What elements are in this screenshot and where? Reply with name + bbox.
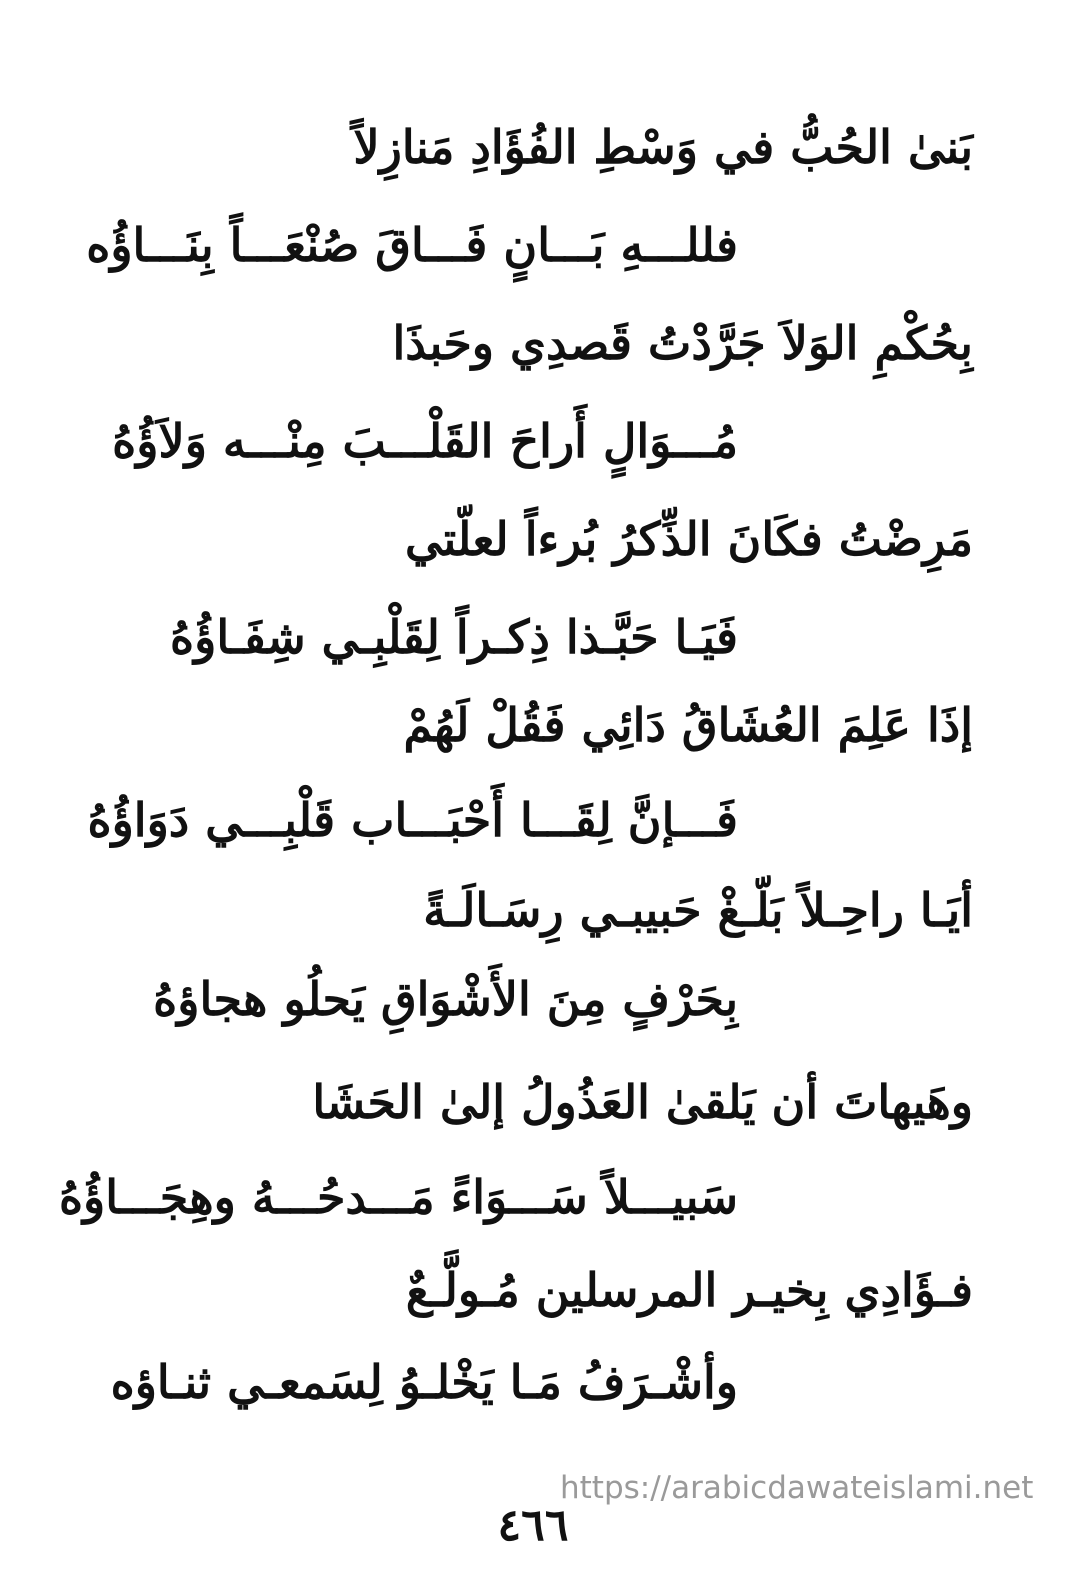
poem-line-1: بَنىٰ الحُبُّ في وَسْطِ الفُؤَادِ مَنازِلاً — [353, 120, 973, 174]
poem-line-5: مَرِضْتُ فكَانَ الذِّكرُ بُرءاً لعلّتي — [405, 512, 973, 566]
poem-line-7: إذَا عَلِمَ العُشَاقُ دَائِي فَقُلْ لَهُمْ — [403, 698, 973, 752]
poem-line-4: مُـــوَالٍ أَراحَ القَلْـــبَ مِنْـــه وَلاَؤُهُ — [112, 414, 738, 468]
page-number: ٤٦٦ — [497, 1500, 569, 1551]
poem-line-10: بِحَرْفٍ مِنَ الأَشْوَاقِ يَحلُو هجاؤهُ — [153, 972, 738, 1026]
poem-line-8: فَـــإنَّ لِقَـــا أَحْبَـــاب قَلْبِـــي دَوَاؤُهُ — [87, 793, 738, 847]
poem-line-9: أيَـا راحِـلاً بَلّـغْ حَبيبـي رِسَـالَـةً — [423, 883, 973, 937]
poem-line-3: بِحُكْمِ الوَلاَ جَرَّدْتُ قَصدِي وحَبذَا — [392, 316, 973, 370]
watermark-url: https://arabicdawateislami.net — [560, 1470, 1034, 1506]
poem-line-13: فـؤَادِي بِخيـر المرسلين مُـولَّـعٌ — [405, 1263, 973, 1317]
poem-line-6: فَيَـا حَبَّـذا ذِكـراً لِقَلْبِـي شِفَـاؤُهُ — [170, 610, 738, 664]
poem-line-2: فللـــهِ بَـــانٍ فَـــاقَ صُنْعَـــاً بِنَـــاؤُه — [86, 218, 738, 272]
poem-line-12: سَبيـــلاً سَـــوَاءً مَـــدحُـــهُ وهِجَـــاؤُهُ — [58, 1170, 738, 1224]
poem-line-11: وهَيهاتَ أن يَلقىٰ العَذُولُ إلىٰ الحَشَا — [312, 1075, 973, 1129]
poem-line-14: وأشْـرَفُ مَـا يَخْلـوُ لِسَمعـي ثنـاؤه — [110, 1355, 738, 1409]
